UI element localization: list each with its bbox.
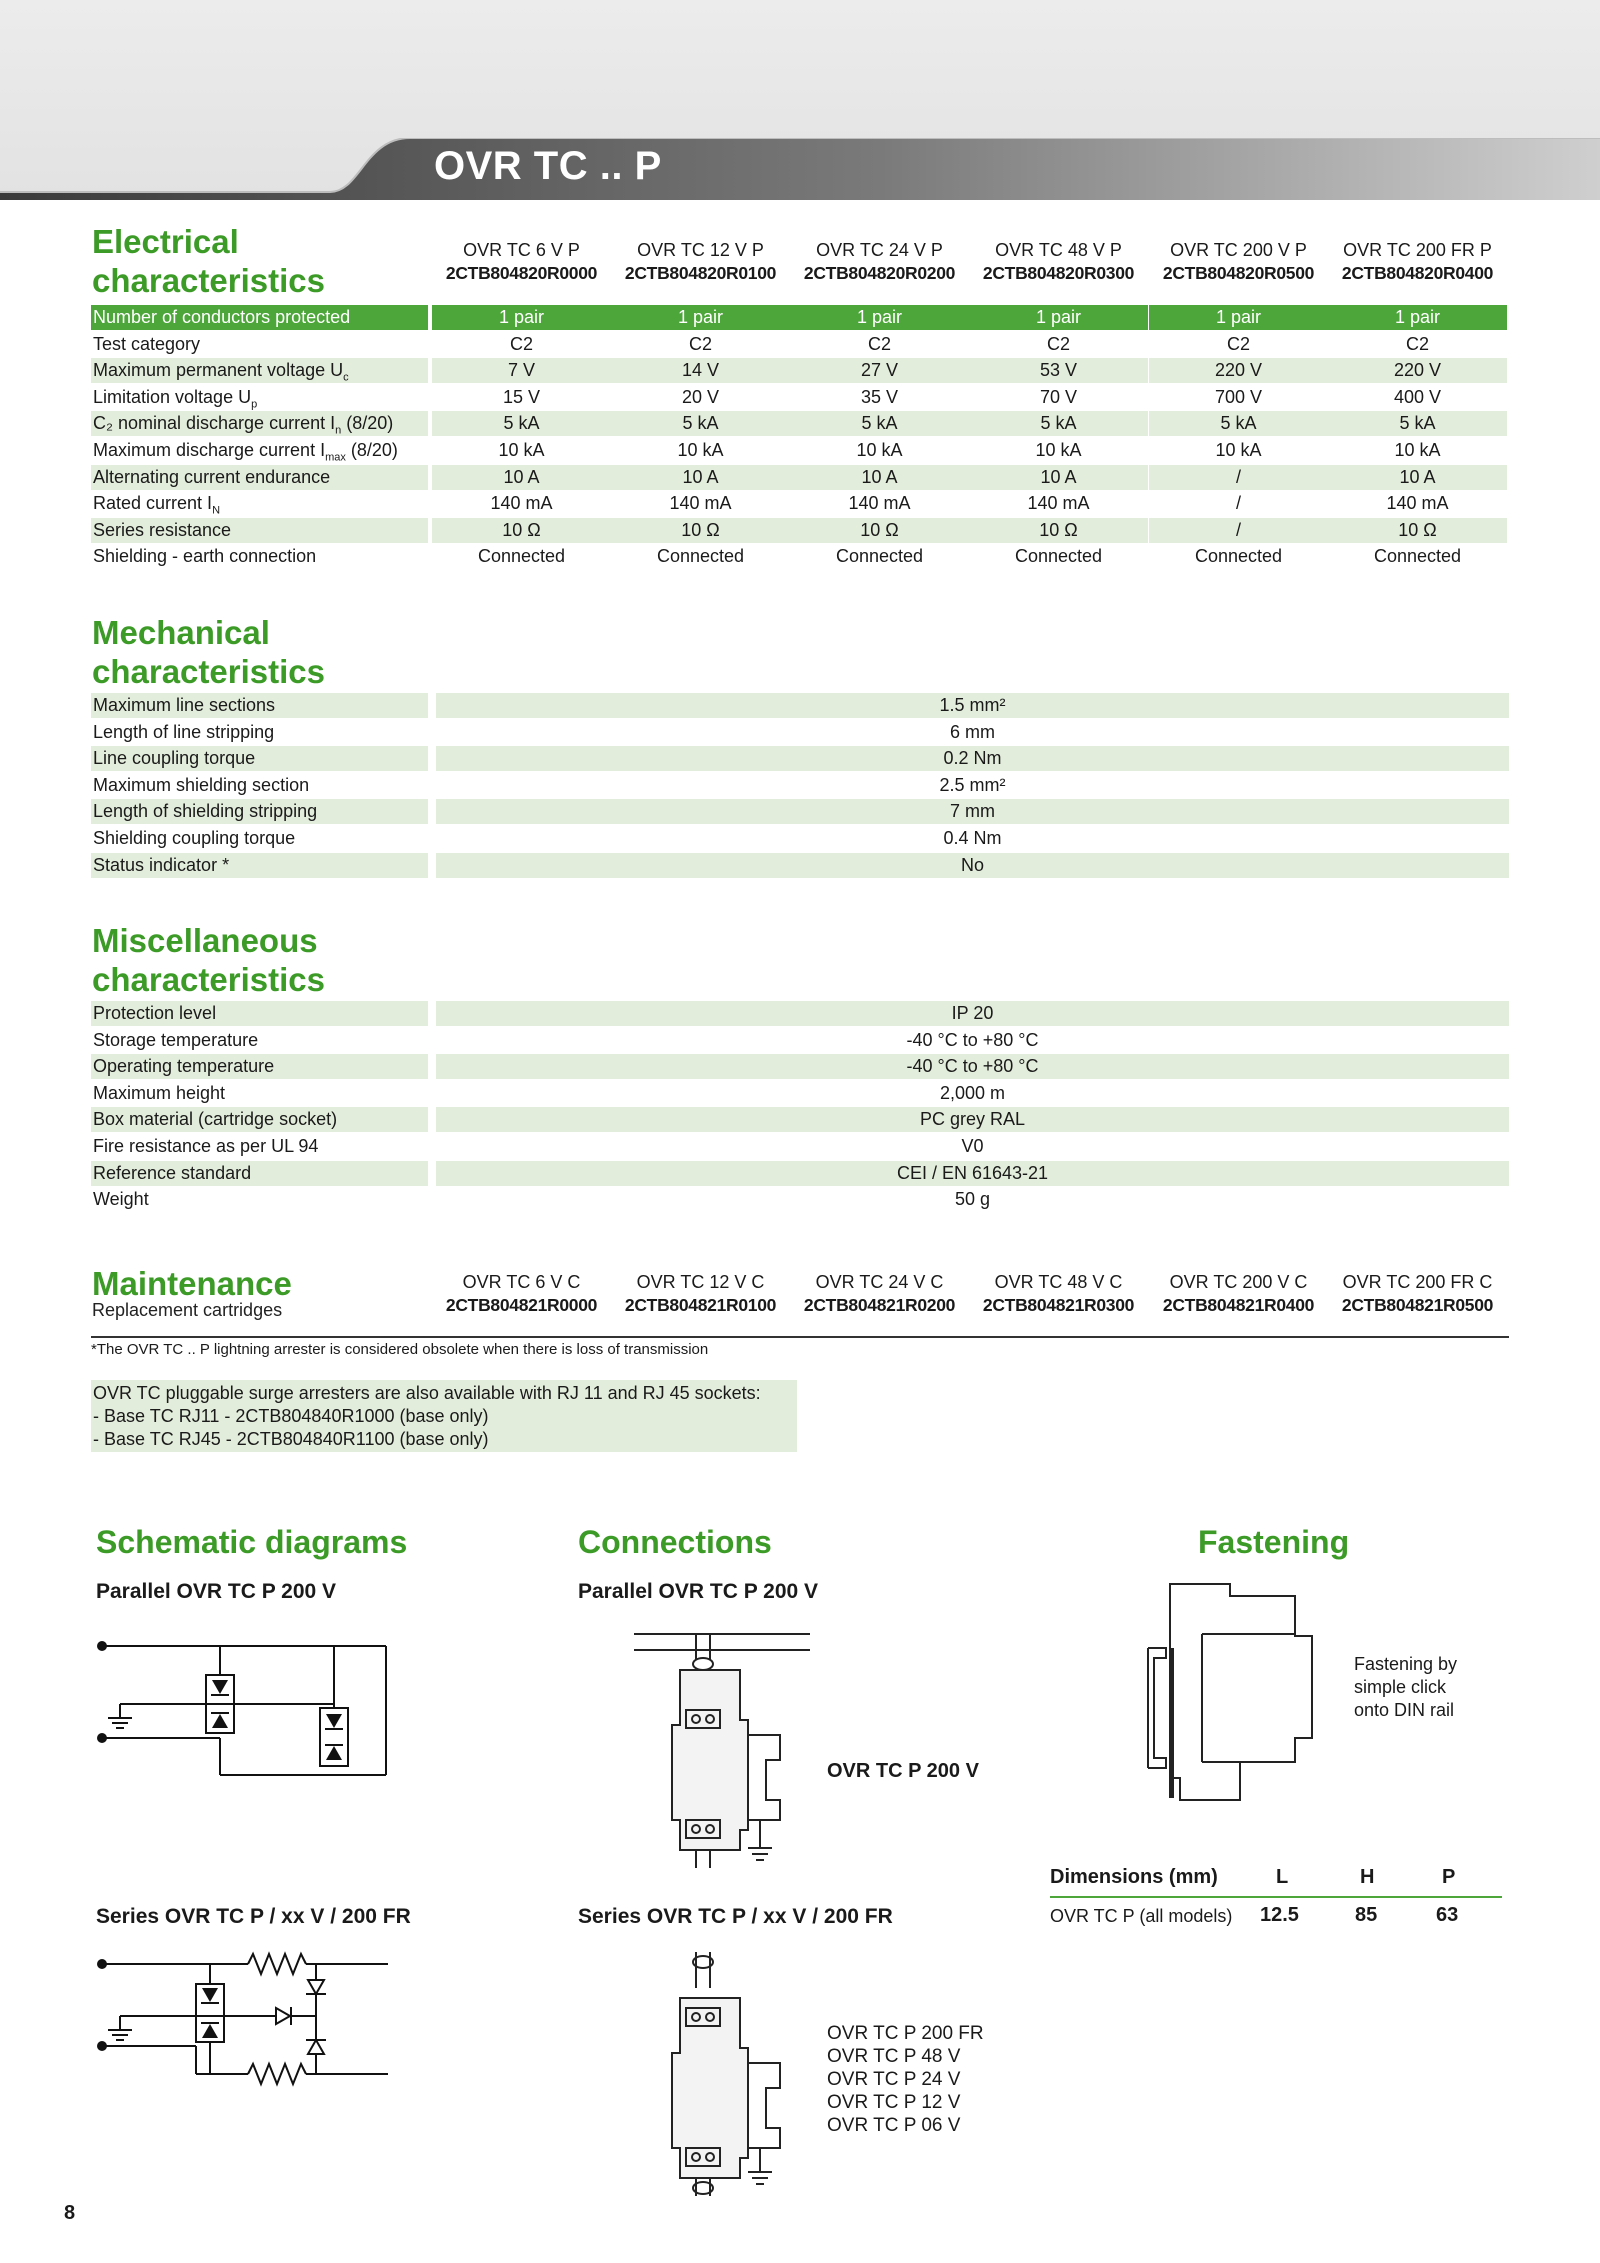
product-name: OVR TC 24 V P (816, 240, 943, 260)
product-name: OVR TC 12 V P (637, 240, 764, 260)
row-label (91, 518, 428, 543)
table-cell: Connected (1014, 546, 1103, 567)
table-row (91, 799, 1509, 825)
table-cell: 15 V (502, 386, 541, 407)
row-label-sub: p (251, 398, 258, 411)
row-label: Storage temperature (93, 1029, 259, 1050)
product-name: OVR TC 48 V P (995, 240, 1122, 260)
table-cell: 10 Ω (790, 518, 969, 543)
product-name: OVR TC 200 V P (1170, 240, 1307, 260)
page-number: 8 (64, 2202, 76, 2224)
row-label-text: Number of conductors protected (93, 307, 351, 327)
info-line: OVR TC pluggable surge arresters are also available with RJ 11 and RJ 45 sockets: (93, 1383, 761, 1403)
row-label: Status indicator * (91, 853, 428, 878)
table-cell: Connected (1373, 546, 1462, 567)
table-cell: 5 kA (611, 411, 790, 436)
row-label-text: Maximum permanent voltage U (93, 360, 344, 381)
product-code: 2CTB804821R0300 (982, 1295, 1135, 1315)
table-row (91, 1001, 1509, 1027)
product-code: 2CTB804820R0200 (803, 263, 956, 283)
table-cell: C2 (1405, 333, 1429, 354)
product-header (432, 1271, 611, 1317)
table-row (91, 693, 1509, 719)
row-label (91, 465, 428, 490)
device-name: OVR TC P 06 V (827, 2115, 961, 2136)
row-label-suffix: (8/20) (341, 413, 394, 434)
table-cell: 5 kA (790, 411, 969, 436)
table-row (91, 305, 1509, 331)
table-row (91, 332, 1509, 358)
product-header (611, 239, 790, 285)
maintenance-title: Maintenance (92, 1265, 292, 1302)
product-header (1328, 1271, 1507, 1317)
product-header (611, 1271, 790, 1317)
schematic-series-diagram (90, 1950, 400, 2090)
table-cell: 7 V (432, 358, 611, 383)
table-cell: C2 (1226, 333, 1250, 354)
product-header (1328, 239, 1507, 285)
row-label-sub: N (212, 504, 221, 517)
schematic-title: Schematic diagrams (96, 1524, 408, 1560)
table-row (91, 826, 1509, 852)
dimensions-header: Dimensions (mm) L H P (1050, 1862, 1502, 1898)
table-cell: 220 V (1149, 358, 1328, 383)
title-bar (0, 138, 1600, 200)
row-label: Length of line stripping (93, 721, 275, 742)
schematic-parallel-label: Parallel OVR TC P 200 V (96, 1580, 337, 1603)
table-cell: Connected (656, 546, 745, 567)
table-cell: 1 pair (790, 305, 969, 330)
row-value: 2,000 m (939, 1082, 1006, 1103)
row-value: 0.4 Nm (943, 828, 1002, 848)
table-row (91, 411, 1509, 437)
table-cell: 5 kA (432, 411, 611, 436)
table-cell: 10 kA (1215, 440, 1262, 460)
row-label-text: Test category (93, 333, 201, 354)
table-cell: Connected (1194, 546, 1283, 567)
table-row (91, 746, 1509, 772)
table-row (91, 1134, 1509, 1160)
table-cell: 140 mA (669, 493, 732, 514)
row-label: Reference standard (91, 1161, 428, 1186)
row-value: 6 mm (950, 721, 995, 742)
product-name: OVR TC 6 V P (463, 240, 580, 260)
dimensions-row: OVR TC P (all models) 12.5 85 63 (1050, 1904, 1459, 1926)
electrical-title: Electrical characteristics (92, 223, 325, 299)
table-cell: 5 kA (1328, 411, 1507, 436)
table-cell: 70 V (1039, 386, 1078, 407)
product-header (969, 239, 1148, 285)
misc-title: Miscellaneous characteristics (92, 922, 325, 998)
row-value: No (436, 853, 1509, 878)
row-label-sub: n (335, 424, 342, 437)
table-row (91, 1187, 1509, 1213)
row-label (91, 332, 428, 357)
table-row (91, 720, 1509, 746)
table-cell: 140 mA (490, 493, 553, 514)
table-row (91, 491, 1509, 517)
connection-parallel-device-label: OVR TC P 200 V (827, 1760, 979, 1782)
device-name: OVR TC P 48 V (827, 2046, 961, 2067)
row-value: 7 mm (436, 799, 1509, 824)
row-label: Length of shielding stripping (91, 799, 428, 824)
fastening-note: Fastening by simple click onto DIN rail (1354, 1654, 1458, 1720)
table-cell: Connected (477, 546, 566, 567)
table-cell: 10 Ω (969, 518, 1148, 543)
table-cell: 10 kA (856, 440, 903, 460)
table-cell: 10 A (790, 465, 969, 490)
fastening-title: Fastening (1198, 1524, 1350, 1560)
connection-parallel-device (630, 1620, 830, 1870)
info-line: - Base TC RJ11 - 2CTB804840R1000 (base only) (93, 1406, 489, 1426)
info-line: - Base TC RJ45 - 2CTB804840R1100 (base only) (93, 1429, 489, 1449)
row-label-text: Rated current I (93, 493, 213, 514)
row-label: Fire resistance as per UL 94 (93, 1136, 319, 1156)
table-cell: 10 kA (1394, 440, 1441, 460)
row-label (91, 491, 428, 516)
row-value: CEI / EN 61643-21 (436, 1161, 1509, 1186)
table-cell: Connected (835, 546, 924, 567)
table-cell: 140 mA (848, 493, 911, 514)
row-label: Maximum height (93, 1082, 226, 1103)
row-label: Weight (93, 1189, 149, 1210)
table-cell: 1 pair (1149, 305, 1328, 330)
table-cell: 140 mA (1386, 493, 1449, 514)
table-cell: / (1149, 465, 1328, 490)
product-name: OVR TC 48 V C (994, 1272, 1123, 1292)
table-cell: C2 (1046, 333, 1070, 354)
table-row (91, 773, 1509, 799)
device-name: OVR TC P 12 V (827, 2092, 961, 2113)
device-name: OVR TC P 200 FR (827, 2023, 984, 2044)
dimensions-table (1050, 1862, 1502, 1932)
product-header (1149, 1271, 1328, 1317)
row-label-sub: max (325, 451, 346, 464)
row-label (91, 385, 428, 410)
product-code: 2CTB804820R0400 (1341, 263, 1494, 283)
table-cell: C2 (688, 333, 712, 354)
product-name: OVR TC 200 V C (1169, 1272, 1308, 1292)
table-cell: / (1235, 493, 1241, 514)
table-cell: 400 V (1393, 386, 1442, 407)
table-cell: 1 pair (611, 305, 790, 330)
schematic-series-label: Series OVR TC P / xx V / 200 FR (96, 1905, 411, 1928)
row-label: Maximum shielding section (93, 774, 310, 795)
connections-series-label: Series OVR TC P / xx V / 200 FR (578, 1905, 893, 1928)
row-label: Shielding coupling torque (93, 828, 296, 848)
product-code: 2CTB804820R0300 (982, 263, 1135, 283)
table-cell: 5 kA (969, 411, 1148, 436)
table-cell: 10 A (969, 465, 1148, 490)
table-cell: / (1149, 518, 1328, 543)
row-label: Operating temperature (91, 1054, 428, 1079)
connections-title: Connections (578, 1524, 772, 1560)
product-header (790, 239, 969, 285)
table-row (91, 853, 1509, 879)
product-code: 2CTB804820R0000 (445, 263, 598, 283)
product-code: 2CTB804821R0400 (1162, 1295, 1315, 1315)
table-row (91, 465, 1509, 491)
row-label (91, 544, 428, 569)
table-cell: 27 V (790, 358, 969, 383)
product-name: OVR TC 200 FR C (1342, 1272, 1493, 1292)
table-row (91, 1054, 1509, 1080)
connections-parallel-label: Parallel OVR TC P 200 V (578, 1580, 819, 1603)
table-cell: 35 V (860, 386, 899, 407)
row-label (91, 411, 428, 436)
connection-series-device (630, 1948, 830, 2198)
product-name: OVR TC 24 V C (815, 1272, 944, 1292)
table-cell: 140 mA (1027, 493, 1090, 514)
table-cell: 10 A (432, 465, 611, 490)
row-value: 50 g (954, 1189, 991, 1210)
table-cell: 5 kA (1149, 411, 1328, 436)
product-code: 2CTB804821R0500 (1341, 1295, 1494, 1315)
table-cell: 10 Ω (432, 518, 611, 543)
table-row (91, 358, 1509, 384)
product-name: OVR TC 12 V C (636, 1272, 765, 1292)
row-label-suffix: (8/20) (345, 440, 398, 460)
maintenance-subtitle: Replacement cartridges (92, 1300, 283, 1320)
product-name: OVR TC 6 V C (462, 1272, 581, 1292)
row-label (91, 358, 428, 383)
table-cell: 10 Ω (1328, 518, 1507, 543)
row-label: Protection level (91, 1001, 428, 1026)
row-value: 0.2 Nm (436, 746, 1509, 771)
row-label (91, 305, 428, 330)
table-row (91, 1081, 1509, 1107)
table-cell: 10 kA (1035, 440, 1082, 460)
row-value: IP 20 (436, 1001, 1509, 1026)
row-label-text: Maximum discharge current I (93, 440, 326, 460)
table-cell: 10 kA (677, 440, 724, 460)
row-value: -40 °C to +80 °C (906, 1029, 1039, 1050)
product-code: 2CTB804821R0100 (624, 1295, 777, 1315)
product-code: 2CTB804820R0100 (624, 263, 777, 283)
table-row (91, 544, 1509, 570)
row-label-text: Alternating current endurance (93, 466, 331, 487)
row-value: PC grey RAL (436, 1107, 1509, 1132)
table-cell: 1 pair (969, 305, 1148, 330)
table-cell: 10 Ω (611, 518, 790, 543)
product-header (790, 1271, 969, 1317)
row-label-text: Series resistance (93, 519, 232, 540)
row-label: Maximum line sections (91, 693, 428, 718)
row-label-text: C₂ nominal discharge current I (93, 413, 336, 434)
schematic-parallel-diagram (90, 1630, 400, 1790)
product-header (1149, 239, 1328, 285)
divider (91, 1336, 1509, 1338)
footnote: *The OVR TC .. P lightning arrester is considered obsolete when there is loss of transmission (91, 1341, 709, 1358)
table-cell: 20 V (681, 386, 720, 407)
table-cell: C2 (509, 333, 533, 354)
table-cell: 10 A (611, 465, 790, 490)
page-title: OVR TC .. P (434, 144, 662, 188)
table-cell: 1 pair (1328, 305, 1507, 330)
connection-series-device-list (827, 2022, 984, 2137)
row-value: 2.5 mm² (939, 774, 1006, 795)
row-label (91, 438, 428, 463)
row-label: Box material (cartridge socket) (91, 1107, 428, 1132)
device-name: OVR TC P 24 V (827, 2069, 961, 2090)
table-cell: 700 V (1214, 386, 1263, 407)
product-name: OVR TC 200 FR P (1343, 240, 1492, 260)
product-code: 2CTB804821R0200 (803, 1295, 956, 1315)
table-row (91, 385, 1509, 411)
product-header (969, 1271, 1148, 1317)
fastening-drawing (1130, 1578, 1330, 1818)
table-cell: 10 A (1328, 465, 1507, 490)
product-code: 2CTB804821R0000 (445, 1295, 598, 1315)
row-label: Line coupling torque (91, 746, 428, 771)
table-cell: 1 pair (432, 305, 611, 330)
table-row (91, 1028, 1509, 1054)
product-header (432, 239, 611, 285)
row-label-sub: c (343, 371, 349, 384)
table-cell: 14 V (611, 358, 790, 383)
product-code: 2CTB804820R0500 (1162, 263, 1315, 283)
table-cell: C2 (867, 333, 891, 354)
table-row (91, 438, 1509, 464)
table-row (91, 1107, 1509, 1133)
row-label-text: Shielding - earth connection (93, 546, 317, 567)
table-row (91, 1161, 1509, 1187)
row-label-text: Limitation voltage U (93, 386, 252, 407)
row-value: -40 °C to +80 °C (436, 1054, 1509, 1079)
table-cell: 10 kA (498, 440, 545, 460)
mechanical-title: Mechanical characteristics (92, 614, 325, 690)
table-cell: 53 V (969, 358, 1148, 383)
info-box (91, 1380, 797, 1452)
row-value: V0 (961, 1136, 984, 1156)
row-value: 1.5 mm² (436, 693, 1509, 718)
table-row (91, 518, 1509, 544)
table-cell: 220 V (1328, 358, 1507, 383)
